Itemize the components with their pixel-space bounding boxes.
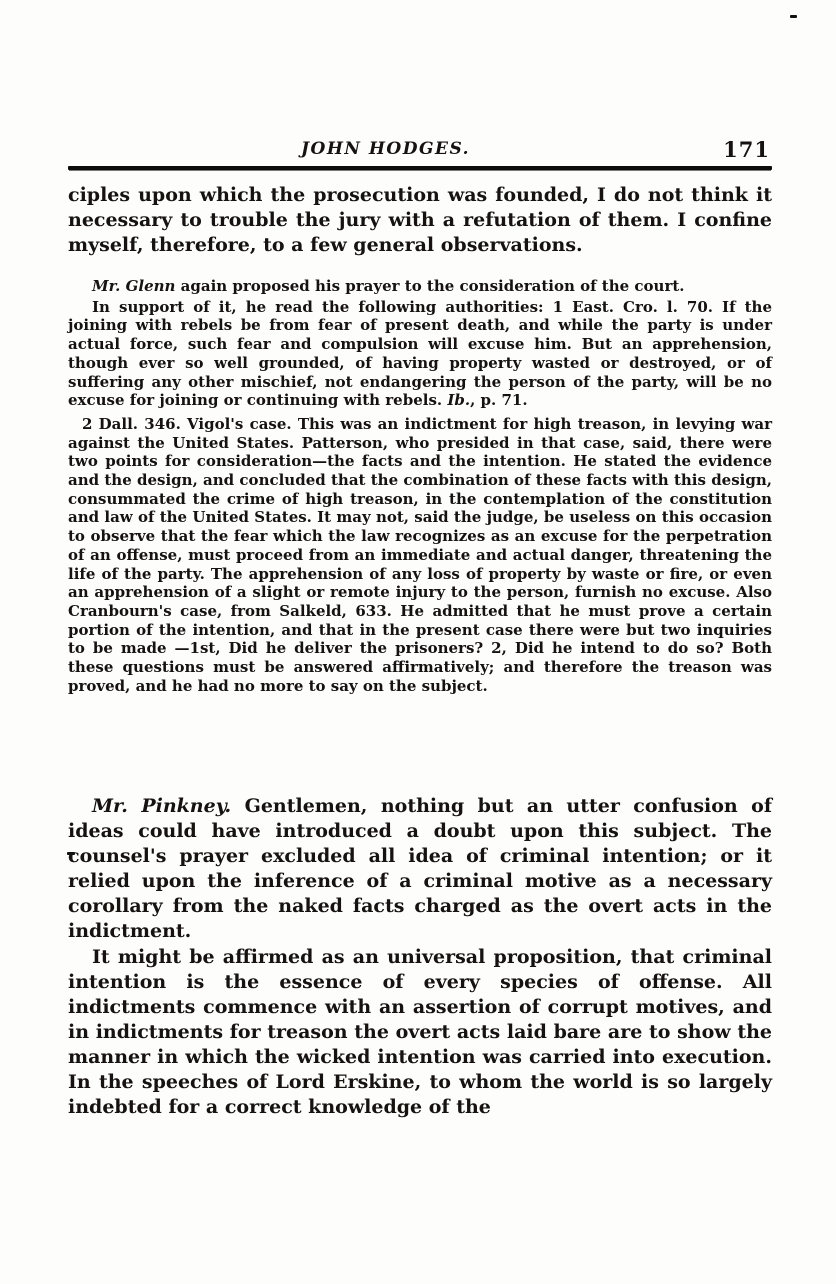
scan-speck-top-right [790, 15, 797, 18]
small-print-section [68, 277, 772, 695]
authorities-text: In support of it, he read the following authorities: 1 East. Cro. l. 70. If the joining with rebels be from fear of present death, and while the party is under actual force, such fear and compulsion will excuse him. But an apprehension, though ever so well grounded, of having property wasted or destroyed, or of suffering any other mischief, not endangering the person of the party, will be no excuse for joining or continuing with rebels. [68, 297, 772, 410]
paragraph-universal-proposition: It might be affirmed as an universal proposition, that criminal intention is the essence of every species of offense. All indictments commence with an assertion of corrupt motives, and in indictments for treason the overt acts laid bare are to show the manner in which the wicked intention was carried into execution. In the speeches of Lord Erskine, to whom the world is so largely indebted for a correct knowledge of the [68, 946, 772, 1118]
authorities-page-ref: , p. 71. [470, 391, 528, 410]
running-head [68, 137, 772, 165]
speaker-name-pinkney: Mr. Pinkney. [92, 795, 232, 817]
citation-ib: Ib. [447, 391, 471, 410]
paragraph-pinkney-text: Gentlemen, nothing but an utter confusion of ideas could have introduced a doubt upon this subject. The counsel's prayer excluded all idea of criminal intention; or it relied upon the inference of a criminal motive as a necessary corollary from the naked facts charged as the overt acts in the indictment. [68, 795, 772, 942]
page-number: 171 [723, 137, 770, 162]
paragraph-pinkney [68, 794, 772, 944]
paragraph-continuation: ciples upon which the prosecution was founded, I do not think it necessary to trouble the jury with a refutation of them. I confine myself, therefore, to a few general observations. [68, 184, 772, 256]
paragraph-glenn [68, 277, 772, 296]
page-title: JOHN HODGES. [301, 139, 471, 159]
speaker-name-glenn: Mr. Glenn [92, 277, 176, 295]
paragraph-authorities [68, 298, 772, 410]
header-rule [68, 166, 772, 170]
paragraph-vigol-case: 2 Dall. 346. Vigol's case. This was an indictment for high treason, in levying war against the United States. Patterson, who presided in that case, said, there were two points for consideration—the facts and the intention. He stated the evidence and the design, and concluded that the combination of these facts with this design, consummated the crime of high treason, in the contemplation of the constitution and law of the United States. It may not, said the judge, be useless on this occasion to observe that the fear which the law recognizes as an excuse for the perpetration of an offense, must proceed from an immediate and actual danger, threatening the life of the party. The apprehension of any loss of property by waste or fire, or even an apprehension of a slight or remote injury to the person, furnish no excuse. Also Cranbourn's case, from Salkeld, 633. He admitted that he must prove a certain portion of the intention, and that in the present case there were but two inquiries to be made —1st, Did he deliver the prisoners? 2, Did he intend to do so? Both these questions must be answered affirmatively; and therefore the treason was proved, and he had no more to say on the subject. [68, 414, 772, 695]
paragraph-glenn-text: again proposed his prayer to the consideration of the court. [175, 277, 685, 295]
